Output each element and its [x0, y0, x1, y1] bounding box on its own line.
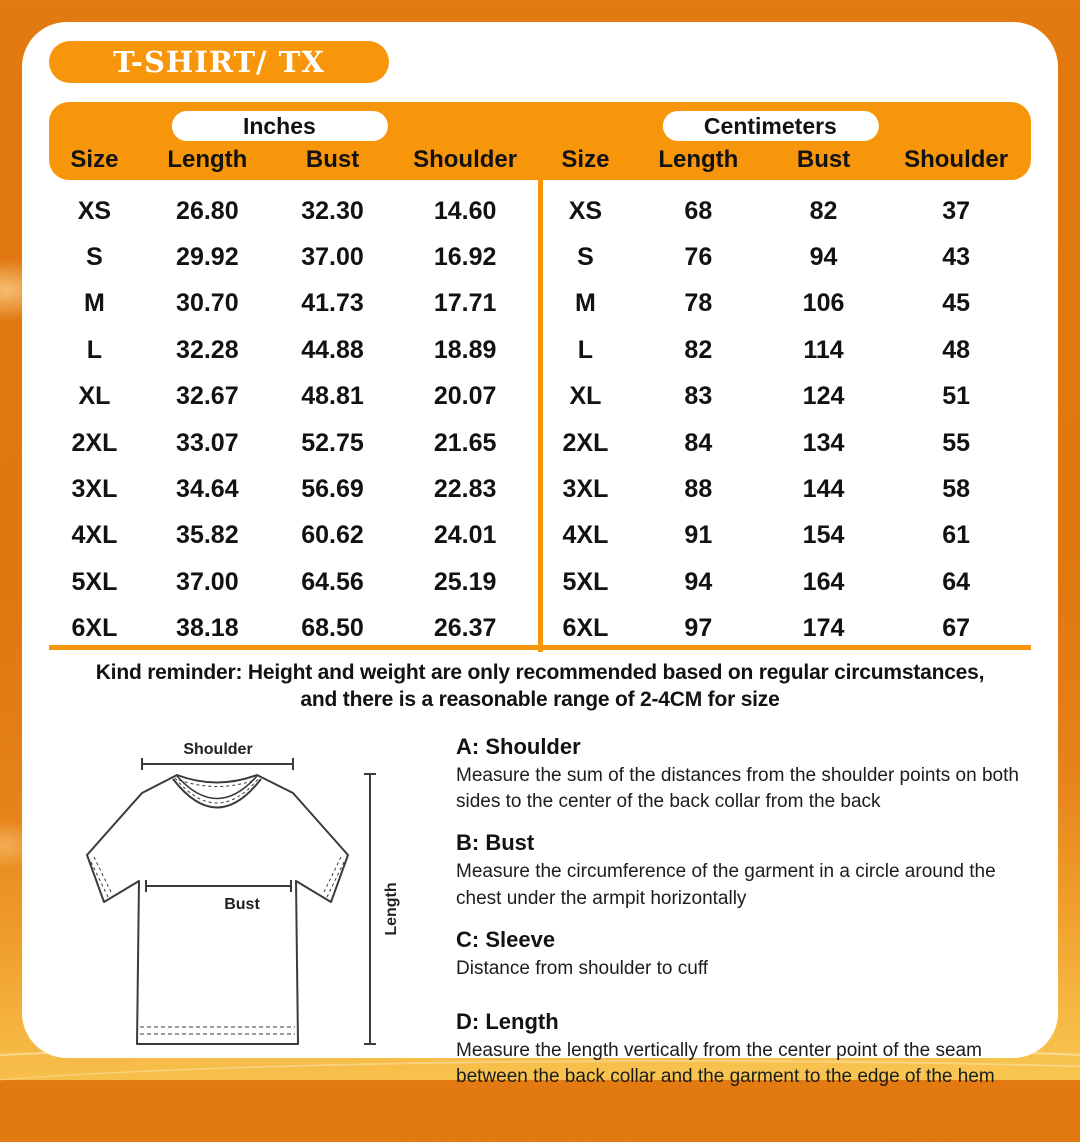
- table-body-inches: [49, 180, 540, 652]
- value-cell: 14.60: [433, 196, 497, 225]
- column-header-bust: Bust: [796, 146, 851, 173]
- value-cell: 56.69: [301, 475, 364, 504]
- size-cell: 3XL: [71, 475, 118, 504]
- table-row: [540, 466, 1031, 512]
- value-cell: 38.18: [176, 614, 239, 643]
- value-cell: 25.19: [433, 567, 497, 596]
- value-cell: 76: [684, 243, 713, 272]
- value-cell: 78: [684, 289, 713, 318]
- guide-item: [456, 1009, 1036, 1090]
- value-cell: 106: [802, 289, 845, 318]
- size-cell: S: [86, 243, 103, 272]
- table-header-centimeters: [540, 102, 1031, 180]
- length-measure-label: Length: [383, 882, 400, 936]
- bust-measure-label: Bust: [224, 896, 260, 913]
- table-row: [540, 281, 1031, 327]
- value-cell: 52.75: [301, 428, 364, 457]
- value-cell: 48.81: [301, 382, 364, 411]
- size-cell: 5XL: [562, 567, 609, 596]
- value-cell: 20.07: [433, 382, 497, 411]
- value-cell: 58: [942, 475, 970, 504]
- kind-reminder: [22, 659, 1058, 714]
- guide-heading: B: Bust: [456, 830, 535, 856]
- size-cell: S: [577, 243, 594, 272]
- table-body-centimeters: [540, 180, 1031, 652]
- shoulder-measure-label: Shoulder: [183, 741, 253, 758]
- value-cell: 32.67: [176, 382, 239, 411]
- size-cell: 2XL: [71, 428, 118, 457]
- kind-reminder-line1: Kind reminder: Height and weight are only recommended based on regular circumstances,: [95, 661, 985, 684]
- value-cell: 94: [809, 243, 838, 272]
- guide-item: [456, 734, 1036, 815]
- table-header: [49, 102, 1031, 180]
- value-cell: 88: [684, 475, 713, 504]
- size-cell: 3XL: [562, 475, 609, 504]
- guide-body: Measure the sum of the distances from the shoulder points on both sides to the center of the back collar from the back: [456, 765, 1019, 813]
- table-row: [540, 188, 1031, 234]
- value-cell: 34.64: [176, 475, 239, 504]
- value-cell: 174: [802, 614, 845, 643]
- guide-heading: C: Sleeve: [456, 926, 556, 952]
- value-cell: 29.92: [176, 243, 239, 272]
- value-cell: 43: [942, 243, 970, 272]
- table-row: [540, 513, 1031, 559]
- value-cell: 22.83: [433, 475, 497, 504]
- value-cell: 32.28: [176, 335, 239, 364]
- product-title-pill: [49, 41, 389, 83]
- value-cell: 45: [942, 289, 970, 318]
- value-cell: 91: [684, 521, 713, 550]
- column-header-length: Length: [167, 146, 248, 173]
- value-cell: 18.89: [433, 335, 497, 364]
- value-cell: 124: [802, 382, 845, 411]
- size-cell: M: [575, 289, 596, 318]
- value-cell: 82: [684, 335, 713, 364]
- guide-body: Measure the length vertically from the center point of the seam between the back collar and the garment to the edge of the hem: [456, 1040, 995, 1088]
- length-measure-line: [364, 774, 376, 1044]
- value-cell: 30.70: [176, 289, 239, 318]
- size-cell: 6XL: [562, 614, 609, 643]
- size-cell: L: [86, 335, 103, 364]
- column-header-bust: Bust: [305, 146, 360, 173]
- unit-pill-inches: Inches: [171, 111, 387, 141]
- value-cell: 24.01: [433, 521, 497, 550]
- value-cell: 97: [684, 614, 713, 643]
- value-cell: 33.07: [176, 428, 239, 457]
- value-cell: 60.62: [301, 521, 364, 550]
- size-cell: 5XL: [71, 567, 118, 596]
- table-row: [540, 327, 1031, 373]
- guide-item: [456, 830, 1036, 911]
- value-cell: 37: [942, 196, 970, 225]
- value-cell: 68: [684, 196, 713, 225]
- value-cell: 114: [803, 335, 844, 364]
- table-row: [49, 374, 540, 420]
- value-cell: 134: [802, 428, 845, 457]
- value-cell: 94: [684, 567, 713, 596]
- size-cell: XL: [569, 382, 602, 411]
- table-row: [540, 420, 1031, 466]
- table-row: [540, 559, 1031, 605]
- shoulder-measure-line: [142, 758, 293, 770]
- value-cell: 55: [942, 428, 970, 457]
- kind-reminder-line2: and there is a reasonable range of 2-4CM for size: [300, 688, 780, 712]
- table-row: [540, 234, 1031, 280]
- size-cell: XS: [77, 196, 112, 225]
- guide-heading: A: Shoulder: [456, 734, 581, 759]
- value-cell: 48: [942, 335, 970, 364]
- value-cell: 84: [684, 428, 713, 457]
- value-cell: 26.80: [176, 196, 239, 225]
- guide-body: Measure the circumference of the garment in a circle around the chest under the armpit horizontally: [456, 861, 996, 909]
- tshirt-measurement-diagram: [60, 722, 440, 1067]
- column-labels-centimeters: [540, 146, 1031, 174]
- column-header-shoulder: Shoulder: [904, 146, 1009, 173]
- value-cell: 35.82: [176, 521, 239, 550]
- column-header-length: Length: [658, 146, 739, 173]
- column-labels-inches: [49, 146, 540, 174]
- value-cell: 144: [802, 475, 845, 504]
- value-cell: 32.30: [301, 196, 364, 225]
- size-cell: XS: [568, 196, 603, 225]
- value-cell: 41.73: [301, 289, 364, 318]
- value-cell: 64.56: [301, 567, 364, 596]
- guide-body: Distance from shoulder to cuff: [456, 957, 709, 979]
- size-cell: 2XL: [562, 428, 609, 457]
- table-row: [49, 513, 540, 559]
- table-row: [49, 234, 540, 280]
- size-cell: 4XL: [562, 521, 609, 550]
- value-cell: 83: [684, 382, 713, 411]
- column-header-size: Size: [70, 146, 119, 173]
- value-cell: 154: [802, 521, 845, 550]
- measurement-guide: [456, 734, 1036, 1106]
- guide-heading: D: Length: [456, 1009, 559, 1035]
- size-cell: XL: [78, 382, 111, 411]
- table-row: [49, 466, 540, 512]
- value-cell: 44.88: [301, 335, 364, 364]
- value-cell: 17.71: [433, 289, 497, 318]
- size-chart-card: [22, 22, 1058, 1088]
- value-cell: 164: [802, 567, 845, 596]
- table-row: [540, 374, 1031, 420]
- column-header-shoulder: Shoulder: [413, 146, 518, 173]
- value-cell: 37.00: [301, 243, 364, 272]
- value-cell: 26.37: [433, 614, 497, 643]
- size-cell: L: [577, 335, 594, 364]
- size-cell: 6XL: [71, 614, 118, 643]
- column-header-size: Size: [561, 146, 610, 173]
- table-row: [49, 188, 540, 234]
- value-cell: 64: [942, 567, 970, 596]
- product-title: T-SHIRT/ TX: [113, 45, 325, 79]
- table-row: [49, 281, 540, 327]
- value-cell: 61: [942, 521, 970, 550]
- value-cell: 51: [942, 382, 970, 411]
- tshirt-outline: [87, 775, 348, 1044]
- value-cell: 16.92: [433, 243, 497, 272]
- value-cell: 21.65: [433, 428, 497, 457]
- table-header-inches: [49, 102, 540, 180]
- table-row: [49, 559, 540, 605]
- size-cell: 4XL: [71, 521, 118, 550]
- unit-pill-centimeters: Centimeters: [662, 111, 878, 141]
- table-row: [49, 327, 540, 373]
- guide-item: [456, 927, 1036, 982]
- size-cell: M: [84, 289, 105, 318]
- value-cell: 67: [942, 614, 970, 643]
- value-cell: 37.00: [176, 567, 239, 596]
- table-row: [49, 420, 540, 466]
- table-vertical-divider: [538, 180, 543, 652]
- value-cell: 82: [809, 196, 838, 225]
- value-cell: 68.50: [301, 614, 364, 643]
- table-bottom-rule: [49, 645, 1031, 650]
